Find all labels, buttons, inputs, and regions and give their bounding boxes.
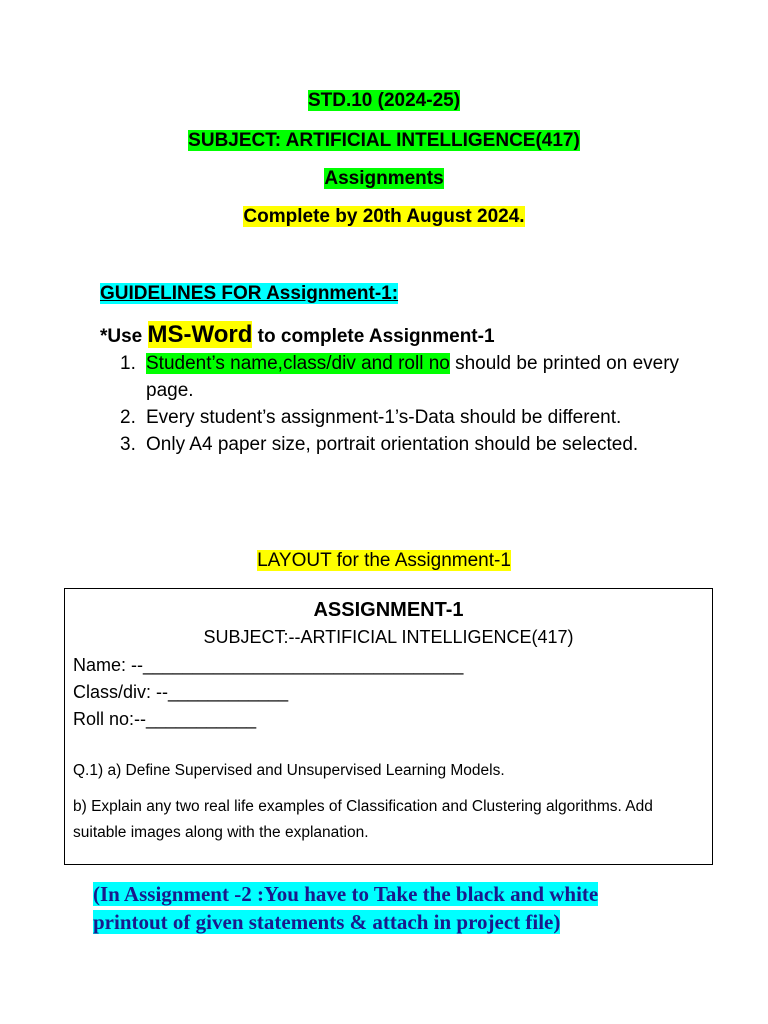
deadline-text: Complete by 20th August 2024.: [243, 206, 525, 227]
guidelines-heading: [100, 282, 398, 306]
use-suffix: to complete Assignment-1: [252, 326, 495, 347]
subject-text: SUBJECT: ARTIFICIAL INTELLIGENCE(417): [188, 130, 580, 151]
list-number: 3.: [120, 434, 136, 455]
item-text: Only A4 paper size, portrait orientation should be selected.: [146, 434, 639, 455]
layout-caption-text: LAYOUT for the Assignment-1: [257, 550, 511, 571]
list-item: [120, 350, 686, 404]
subject-line: [0, 129, 768, 153]
class-field: Class/div: --____________: [73, 682, 289, 702]
assignments-text: Assignments: [324, 168, 444, 189]
deadline-line: [0, 205, 768, 229]
assignments-title: [0, 167, 768, 191]
assignment-2-note: [93, 880, 663, 936]
list-number: 1.: [120, 353, 136, 374]
guideline-list: [120, 350, 686, 458]
use-instruction: [100, 320, 495, 352]
std-text: STD.10 (2024-25): [307, 90, 461, 111]
box-title: ASSIGNMENT-1: [313, 599, 464, 621]
item-text: should be printed on every page.: [146, 353, 680, 401]
list-item: [120, 431, 686, 458]
guidelines-heading-text: GUIDELINES FOR Assignment-1:: [100, 283, 399, 304]
use-prefix: *Use: [100, 326, 148, 347]
std-line: [0, 89, 768, 113]
item-text: Every student’s assignment-1’s-Data should be different.: [146, 407, 622, 428]
list-item: [120, 404, 686, 431]
assignment-layout-box: [64, 588, 713, 865]
use-app: MS-Word: [147, 321, 253, 348]
highlighted-text: Student’s name,class/div and roll no: [146, 353, 450, 374]
question-1a: Q.1) a) Define Supervised and Unsupervised Learning Models.: [73, 762, 505, 779]
box-subject: SUBJECT:--ARTIFICIAL INTELLIGENCE(417): [203, 627, 574, 647]
layout-caption: [0, 549, 768, 573]
list-number: 2.: [120, 407, 136, 428]
question-1b: b) Explain any two real life examples of Classification and Clustering algorithms. Add suitable images along with the explanation.: [73, 798, 653, 841]
name-field: Name: --________________________________: [73, 655, 464, 675]
roll-field: Roll no:--___________: [73, 709, 257, 729]
assignment-2-note-text: (In Assignment -2 :You have to Take the black and white printout of given statements & attach in project file): [93, 882, 599, 934]
